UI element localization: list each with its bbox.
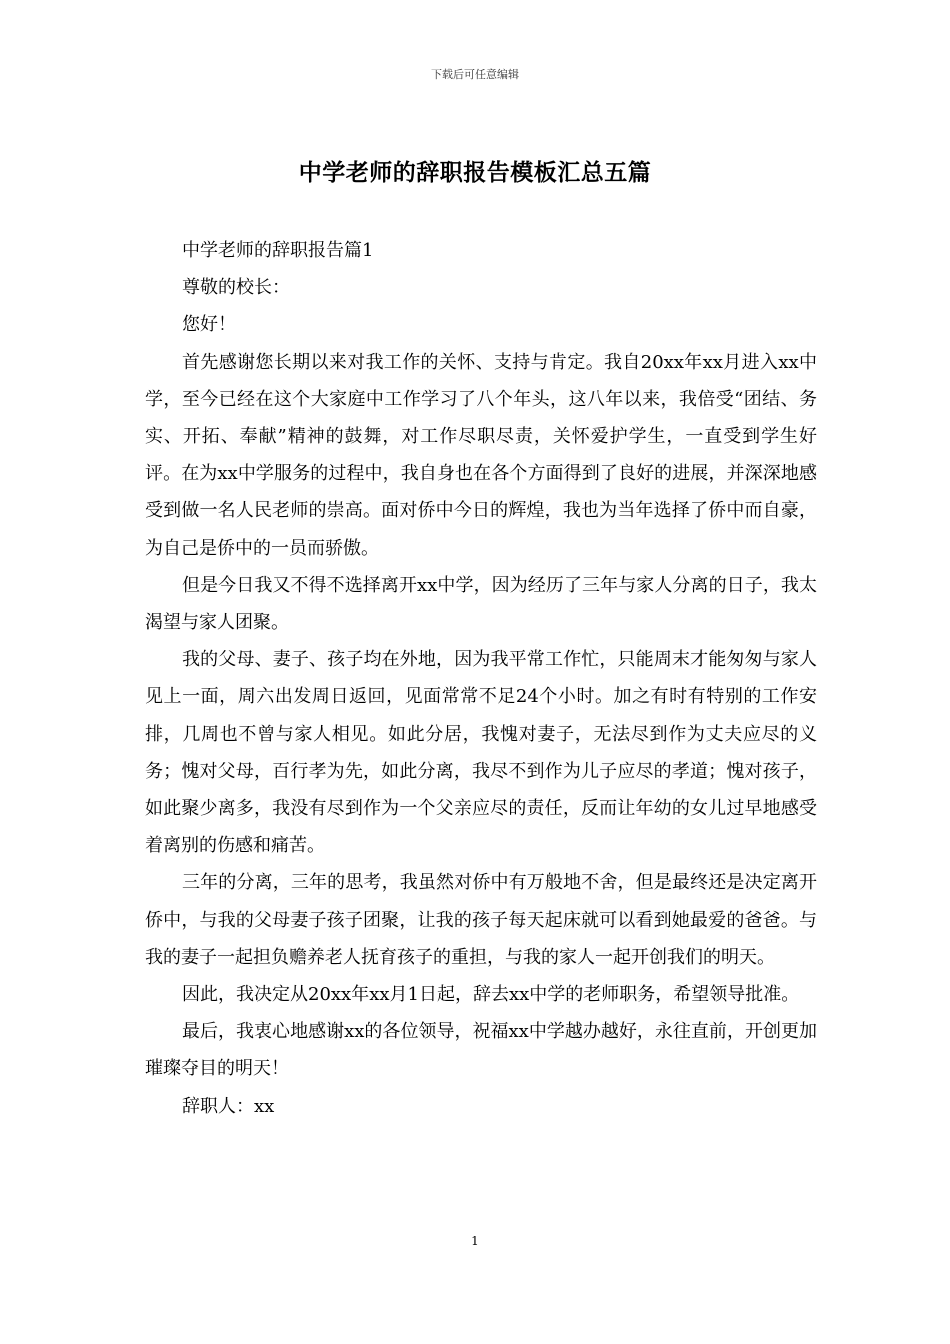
greeting: 您好！ bbox=[182, 314, 236, 336]
body-paragraph: 但是今日我又不得不选择离开xx中学，因为经历了三年与家人分离的日子，我太渴望与家人团聚。 bbox=[145, 574, 817, 634]
body-paragraph: 三年的分离，三年的思考，我虽然对侨中有万般地不舍，但是最终还是决定离开侨中，与我的父母妻子孩子团聚，让我的孩子每天起床就可以看到她最爱的爸爸。与我的妻子一起担负赡养老人抚育孩子的重担，与我的家人一起开创我们的明天。 bbox=[145, 872, 817, 968]
body-paragraph: 我的父母、妻子、孩子均在外地，因为我平常工作忙，只能周末才能匆匆与家人见上一面，周六出发周日返回，见面常常不足24个小时。加之有时有特别的工作安排，几周也不曾与家人相见。如此分居，我愧对妻子，无法尽到作为丈夫应尽的义务；愧对父母，百行孝为先，如此分离，我尽不到作为儿子应尽的孝道；愧对孩子，如此聚少离多，我没有尽到作为一个父亲应尽的责任，反而让年幼的女儿过早地感受着离别的伤感和痛苦。 bbox=[145, 649, 817, 857]
signature-line: 辞职人：xx bbox=[182, 1095, 275, 1117]
document-title: 中学老师的辞职报告模板汇总五篇 bbox=[298, 159, 652, 186]
closing-paragraph: 最后，我衷心地感谢xx的各位领导，祝福xx中学越办越好，永往直前，开创更加璀璨夺目的明天！ bbox=[145, 1021, 817, 1080]
document-body bbox=[145, 232, 817, 1125]
body-paragraph: 因此，我决定从20xx年xx月1日起，辞去xx中学的老师职务，希望领导批准。 bbox=[182, 984, 800, 1006]
section-heading: 中学老师的辞职报告篇1 bbox=[182, 240, 374, 261]
body-paragraph: 首先感谢您长期以来对我工作的关怀、支持与肯定。我自20xx年xx月进入xx中学，至今已经在这个大家庭中工作学习了八个年头，这八年以来，我倍受“团结、务实、开拓、奉献”精神的鼓舞，对工作尽职尽责，关怀爱护学生，一直受到学生好评。在为xx中学服务的过程中，我自身也在各个方面得到了良好的进展，并深深地感受到做一名人民老师的崇高。面对侨中今日的辉煌，我也为当年选择了侨中而自豪，为自己是侨中的一员而骄傲。 bbox=[145, 351, 817, 559]
page-number: 1 bbox=[471, 1234, 479, 1248]
header-note: 下载后可任意编辑 bbox=[431, 68, 519, 81]
salutation: 尊敬的校长： bbox=[182, 277, 290, 299]
